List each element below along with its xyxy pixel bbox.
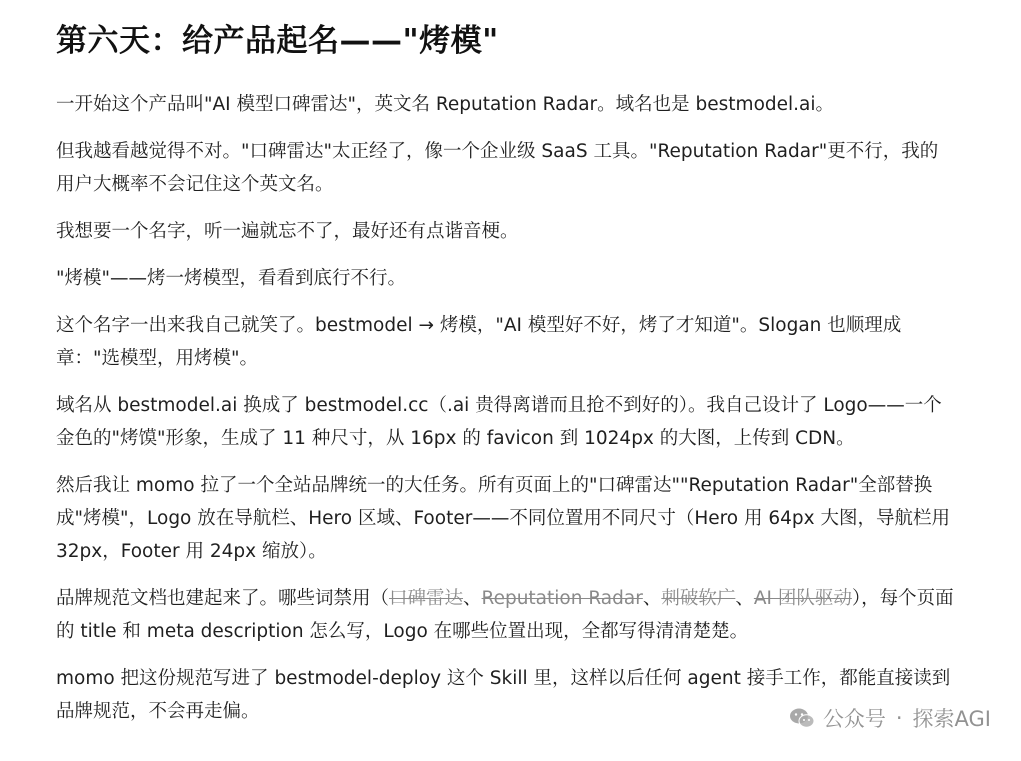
paragraph-8-after: ），每个页面的 title 和 meta description 怎么写，Logo 在哪些位置出现，全都写得清清楚楚。 — [56, 588, 954, 642]
paragraph-3: 我想要一个名字，听一遍就忘不了，最好还有点谐音梗。 — [56, 221, 519, 242]
paragraph-8-before: 品牌规范文档也建起来了。哪些词禁用（ — [56, 588, 390, 609]
watermark-account: 公众号 — [822, 707, 886, 731]
banned-word: 口碑雷达 — [389, 588, 464, 609]
banned-word: 刺破软广 — [661, 588, 736, 609]
banned-separator: 、 — [642, 588, 662, 609]
paragraph-8 — [56, 582, 956, 648]
paragraph-5: 这个名字一出来我自己就笑了。bestmodel → 烤模，"AI 模型好不好，烤了才知道"。Slogan 也顺理成章："选模型，用烤模"。 — [56, 315, 902, 369]
paragraph-9: momo 把这份规范写进了 bestmodel-deploy 这个 Skill 里，这样以后任何 agent 接手工作，都能直接读到品牌规范，不会再走偏。 — [56, 668, 951, 722]
watermark-dot: · — [895, 706, 903, 730]
article-title: 第六天：给产品起名——"烤模" — [56, 23, 499, 59]
watermark — [789, 703, 991, 733]
banned-separator: 、 — [735, 588, 754, 609]
article — [56, 14, 956, 742]
banned-separator: 、 — [463, 588, 482, 609]
paragraph-7: 然后我让 momo 拉了一个全站品牌统一的大任务。所有页面上的"口碑雷达""Reputation Radar"全部替换成"烤模"，Logo 放在导航栏、Hero 区域、Footer——不同位置用不同尺寸（Hero 用 64px 大图，导航栏用 32px，Footer 用 24px 缩放）。 — [56, 475, 951, 562]
paragraph-2: 但我越看越觉得不对。"口碑雷达"太正经了，像一个企业级 SaaS 工具。"Reputation Radar"更不行，我的用户大概率不会记住这个英文名。 — [56, 141, 939, 195]
wechat-icon — [789, 707, 815, 729]
paragraph-4: "烤模"——烤一烤模型，看看到底行不行。 — [56, 268, 407, 289]
banned-word: AI 团队驱动 — [753, 588, 852, 609]
banned-word: Reputation Radar — [481, 588, 643, 609]
watermark-name: 探索AGI — [912, 707, 991, 731]
paragraph-1: 一开始这个产品叫"AI 模型口碑雷达"，英文名 Reputation Radar。域名也是 bestmodel.ai。 — [56, 94, 835, 115]
paragraph-6: 域名从 bestmodel.ai 换成了 bestmodel.cc（.ai 贵得离谱而且抢不到好的）。我自己设计了 Logo——一个金色的"烤馍"形象，生成了 11 种尺寸，从 16px 的 favicon 到 1024px 的大图，上传到 CDN。 — [56, 395, 942, 449]
